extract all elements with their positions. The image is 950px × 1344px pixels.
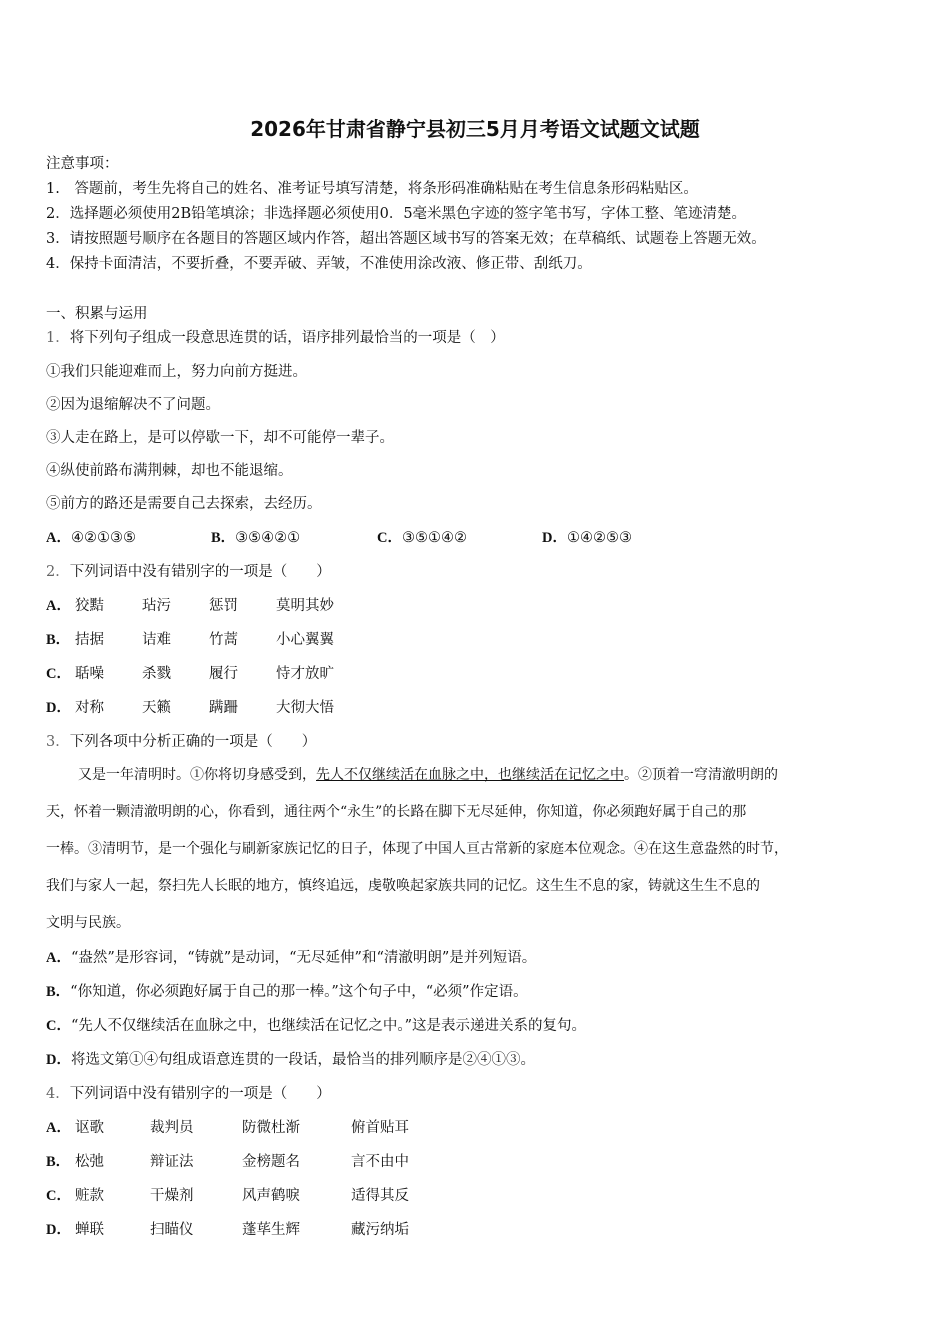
question-number: 2． [46,564,70,580]
option-word: 松弛 [75,1154,104,1170]
option-word: 言不由中 [351,1154,409,1170]
option-label: D． [46,1222,71,1238]
option-label: B． [46,632,71,648]
option-label: B． [46,984,71,1000]
option-label: A． [46,1120,71,1136]
passage-text: 又是一年清明时。①你将切身感受到， [78,767,316,783]
option-word: 干燥剂 [150,1188,194,1204]
option-word: 蝉联 [75,1222,104,1238]
notice-item: 4．保持卡面清洁，不要折叠，不要弄破、弄皱，不准使用涂改液、修正带、刮纸刀。 [46,256,592,272]
option-label: C． [46,1018,71,1034]
option-label: D． [542,530,567,546]
option-label: A． [46,530,71,546]
q3-option-c[interactable] [46,1014,586,1035]
option-word: 对称 [75,700,104,716]
passage-line: 我们与家人一起，祭扫先人长眠的地方，慎终追远，虔敬唤起家族共同的记忆。这生生不息的家，铸就这生生不息的 [46,878,760,894]
passage-text: 。②顶着一穹清澈明朗的 [624,767,778,783]
option-word: 辩证法 [150,1154,194,1170]
passage-line: 天，怀着一颗清澈明朗的心，你看到，通往两个“永生”的长路在脚下无尽延伸，你知道，你必须跑好属于自己的那 [46,804,747,820]
option-word: 适得其反 [351,1188,409,1204]
question-number: 3． [46,734,70,750]
question-text: 下列词语中没有错别字的一项是（ ） [69,564,331,580]
option-text: ③⑤①④② [401,530,467,546]
question-4-stem [46,1082,331,1103]
option-text: ③⑤④②① [235,530,301,546]
option-label: C． [377,530,402,546]
option-word: 扫瞄仪 [150,1222,194,1238]
option-word: 惩罚 [209,598,238,614]
q1-sentence: ①我们只能迎难而上，努力向前方挺进。 [46,364,307,380]
option-word: 莫明其妙 [276,598,334,614]
option-text: 将选文第①④句组成语意连贯的一段话，最恰当的排列顺序是②④①③。 [70,1052,535,1068]
option-label: C． [46,1188,71,1204]
option-word: 恃才放旷 [276,666,334,682]
option-text: “你知道，你必须跑好属于自己的那一棒。”这个句子中，“必须”作定语。 [70,984,528,1000]
option-word: 拮据 [75,632,104,648]
option-word: 大彻大悟 [276,700,334,716]
option-word: 蓬荜生辉 [242,1222,300,1238]
option-word: 狡黠 [75,598,104,614]
question-1-stem [46,326,505,347]
option-word: 聒噪 [75,666,104,682]
question-number: 1． [46,330,70,346]
option-text: ①④②⑤③ [566,530,632,546]
q1-sentence: ③人走在路上，是可以停歇一下，却不可能停一辈子。 [46,430,394,446]
option-word: 诘难 [142,632,171,648]
option-word: 竹蒿 [209,632,238,648]
page-title: 2026年甘肃省静宁县初三5月月考语文试题文试题 [250,117,700,141]
option-label: D． [46,700,71,716]
notice-item: 1. 答题前，考生先将自己的姓名、准考证号填写清楚，将条形码准确粘贴在考生信息条形码粘贴区。 [46,181,698,197]
q1-option-c[interactable] [377,526,467,547]
passage-line [78,764,948,784]
option-text: “先人不仅继续活在血脉之中，也继续活在记忆之中。”这是表示递进关系的复句。 [70,1018,587,1034]
option-word: 履行 [209,666,238,682]
q1-sentence: ⑤前方的路还是需要自己去探索，去经历。 [46,496,322,512]
option-text: ④②①③⑤ [70,530,136,546]
option-word: 风声鹤唳 [242,1188,300,1204]
question-text: 将下列句子组成一段意思连贯的话，语序排列最恰当的一项是（ ） [69,330,505,346]
question-number: 4． [46,1086,70,1102]
question-2-stem [46,560,331,581]
option-label: C． [46,666,71,682]
option-word: 裁判员 [150,1120,194,1136]
q1-option-b[interactable] [211,526,300,547]
option-label: A． [46,950,71,966]
option-word: 俯首贴耳 [351,1120,409,1136]
q1-option-a[interactable] [46,526,136,547]
option-word: 藏污纳垢 [351,1222,409,1238]
notice-heading: 注意事项： [46,156,119,172]
notice-item: 3．请按照题号顺序在各题目的答题区域内作答，超出答题区域书写的答案无效；在草稿纸、试题卷上答题无效。 [46,231,766,247]
passage-line: 一棒。③清明节，是一个强化与刷新家族记忆的日子，体现了中国人亘古常新的家庭本位观念。④在这生意盎然的时节， [46,841,788,857]
q3-option-d[interactable] [46,1048,535,1069]
option-label: B． [211,530,236,546]
q3-option-a[interactable] [46,946,536,967]
option-label: B． [46,1154,71,1170]
question-3-stem [46,730,316,751]
question-text: 下列词语中没有错别字的一项是（ ） [69,1086,331,1102]
q1-sentence: ②因为退缩解决不了问题。 [46,397,220,413]
section-heading: 一、积累与运用 [46,306,148,322]
option-word: 玷污 [142,598,171,614]
option-word: 金榜题名 [242,1154,300,1170]
question-text: 下列各项中分析正确的一项是（ ） [69,734,317,750]
option-word: 赃款 [75,1188,104,1204]
option-word: 防微杜渐 [242,1120,300,1136]
option-label: D． [46,1052,71,1068]
underlined-sentence: 先人不仅继续活在血脉之中，也继续活在记忆之中 [316,767,624,783]
option-word: 讴歌 [75,1120,104,1136]
option-word: 蹒跚 [209,700,238,716]
option-word: 小心翼翼 [276,632,334,648]
option-word: 天籁 [142,700,171,716]
q1-sentence: ④纵使前路布满荆棘，却也不能退缩。 [46,463,293,479]
q3-option-b[interactable] [46,980,528,1001]
notice-item: 2．选择题必须使用2B铅笔填涂；非选择题必须使用0．5毫米黑色字迹的签字笔书写，字体工整、笔迹清楚。 [46,206,747,222]
q1-option-d[interactable] [542,526,632,547]
option-word: 杀戮 [142,666,171,682]
passage-line: 文明与民族。 [46,915,130,931]
option-text: “盎然”是形容词，“铸就”是动词，“无尽延伸”和“清澈明朗”是并列短语。 [70,950,537,966]
option-label: A． [46,598,71,614]
